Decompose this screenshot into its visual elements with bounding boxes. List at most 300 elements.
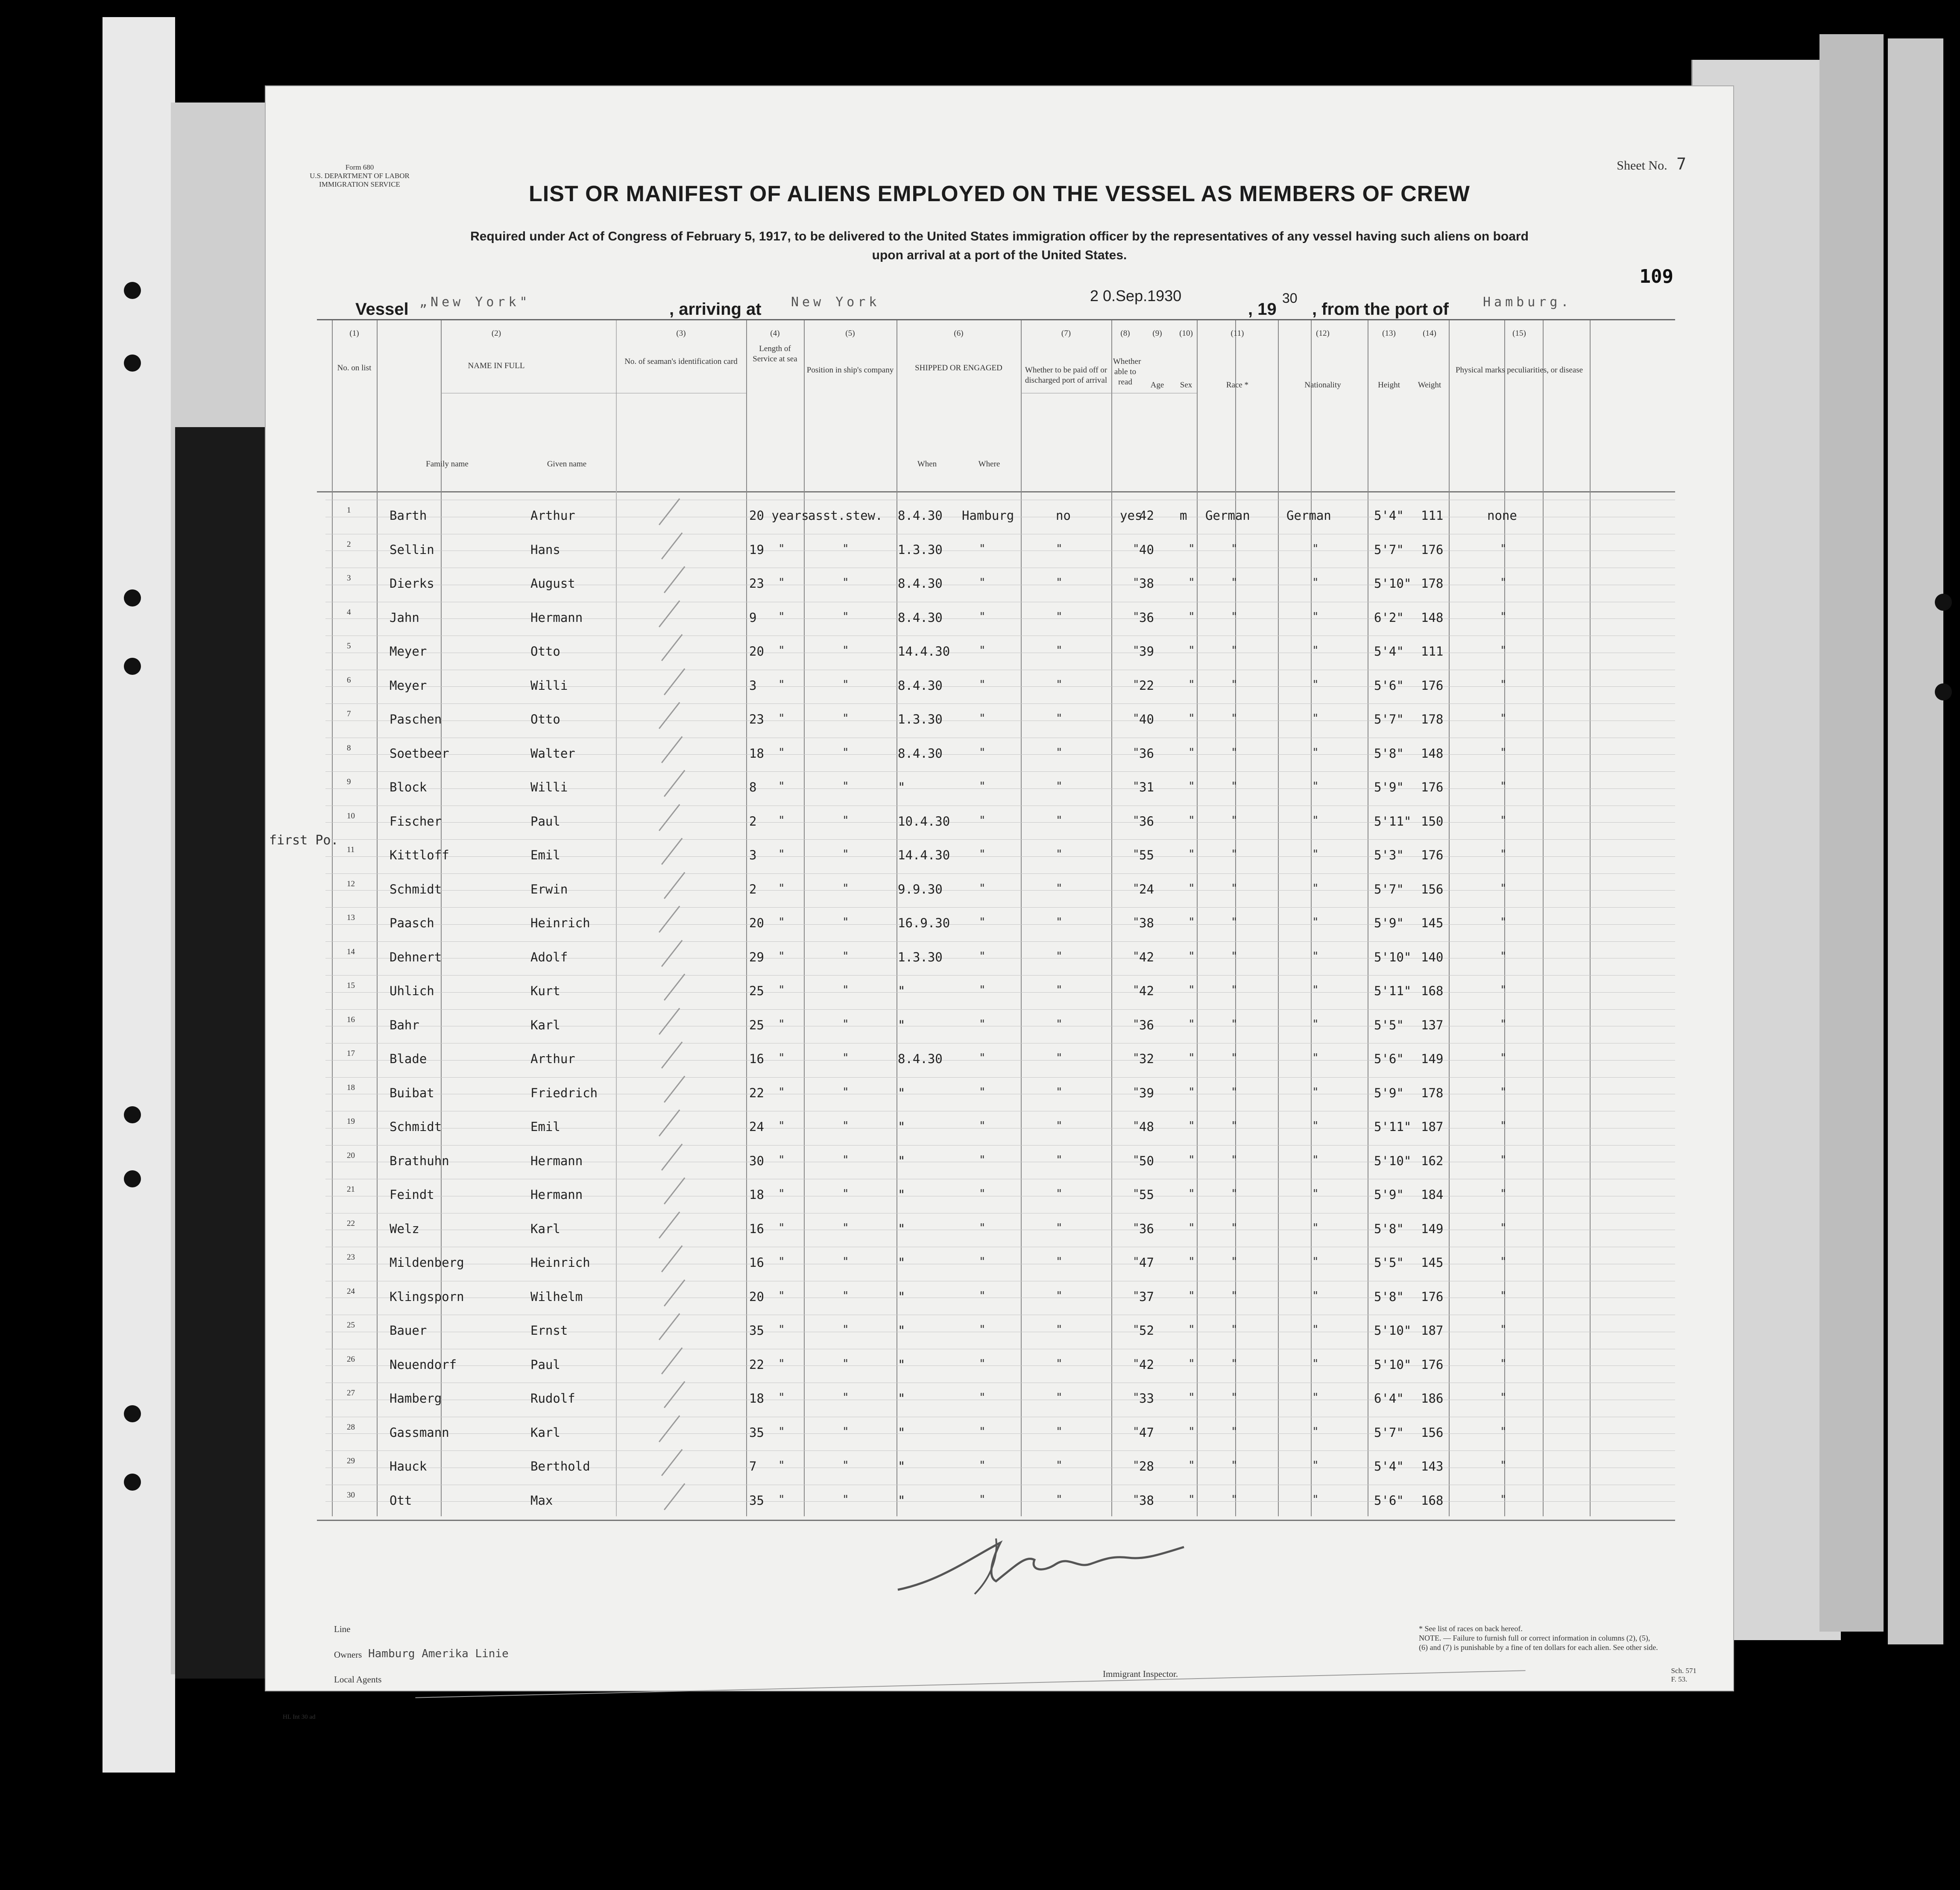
ditto-mark: " [1056, 1323, 1063, 1336]
ditto-mark: " [1312, 678, 1319, 691]
column-number: (13) [1382, 329, 1396, 338]
ruled-line [325, 754, 1675, 755]
ditto-mark: " [1133, 1085, 1140, 1099]
ditto-mark: " [1312, 542, 1319, 555]
ruled-line [325, 975, 1675, 976]
ditto-mark: " [1188, 1221, 1195, 1234]
page-title: LIST OR MANIFEST OF ALIENS EMPLOYED ON THE VESSEL AS MEMBERS OF CREW [529, 182, 1470, 206]
ditto-mark: " [979, 1221, 986, 1234]
row-number: 8 [347, 743, 351, 753]
ditto-mark: " [1231, 1221, 1238, 1234]
owners-label: Owners [334, 1650, 362, 1660]
ruled-line [325, 1450, 1675, 1451]
family-name: Hauck [390, 1459, 427, 1474]
ditto-mark: " [842, 1391, 849, 1404]
ditto-mark: " [778, 1255, 785, 1268]
ditto-mark: " [1500, 610, 1507, 623]
ditto-mark: " [842, 780, 849, 793]
ditto-mark: " [778, 1085, 785, 1099]
family-name: Welz [390, 1221, 419, 1236]
ditto-mark: " [1500, 848, 1507, 861]
ditto-mark: " [979, 678, 986, 691]
ditto-mark: " [842, 678, 849, 691]
ditto-mark: " [1312, 949, 1319, 963]
ditto-mark: " [1500, 1289, 1507, 1302]
given-name: Hans [530, 542, 560, 557]
row-number: 10 [347, 811, 355, 820]
weight: 111 [1421, 644, 1444, 659]
ditto-mark: " [1500, 1323, 1507, 1336]
weight: 149 [1421, 1221, 1444, 1236]
given-name: Hermann [530, 1187, 583, 1202]
check-mark [661, 1347, 683, 1374]
column-header: NAME IN FULL [468, 361, 525, 370]
binder-hole [124, 282, 141, 299]
ditto-mark: " [1231, 916, 1238, 929]
height: 5'10" [1374, 576, 1412, 591]
height: 6'2" [1374, 610, 1404, 625]
ditto-mark: " [1133, 882, 1140, 895]
ruled-line [325, 771, 1675, 772]
footnote [1419, 1624, 1658, 1652]
ruled-line [325, 856, 1675, 857]
ditto-mark: " [778, 882, 785, 895]
ditto-mark: " [979, 1085, 986, 1099]
ditto-mark: " [1500, 1357, 1507, 1370]
shipped-when: " [898, 1493, 905, 1508]
ditto-mark: " [1133, 916, 1140, 929]
ditto-mark: " [1188, 848, 1195, 861]
length-of-service: 22 [749, 1357, 764, 1372]
ditto-mark: " [1500, 542, 1507, 555]
row-number: 20 [347, 1151, 355, 1160]
ditto-mark: " [1188, 1391, 1195, 1404]
family-name: Blade [390, 1052, 427, 1066]
ditto-mark: " [979, 610, 986, 623]
ditto-mark: " [1231, 1052, 1238, 1064]
ditto-mark: " [778, 780, 785, 793]
ditto-mark: " [1056, 814, 1063, 827]
ditto-mark: " [1133, 984, 1140, 996]
ditto-mark: " [842, 1425, 849, 1438]
ditto-mark: " [1133, 1323, 1140, 1336]
shipped-when: " [898, 1221, 905, 1236]
age: 36 [1139, 814, 1154, 829]
weight: 178 [1421, 1085, 1444, 1100]
weight: 184 [1421, 1187, 1444, 1202]
row-number: 26 [347, 1354, 355, 1364]
check-mark [659, 1313, 680, 1340]
ditto-mark: " [1500, 1221, 1507, 1234]
weight: 176 [1421, 848, 1444, 862]
binder-hole [124, 589, 141, 607]
ditto-mark: " [1133, 848, 1140, 861]
height: 5'11" [1374, 814, 1412, 829]
given-name: Otto [530, 644, 560, 659]
ruled-line [325, 1060, 1675, 1061]
height: 5'11" [1374, 1119, 1412, 1134]
family-name: Feindt [390, 1187, 434, 1202]
column-header: Nationality [1304, 381, 1341, 390]
ditto-mark: " [1056, 1221, 1063, 1234]
race-footnote: * See list of races on back hereof. [1419, 1624, 1523, 1633]
age: 47 [1139, 1255, 1154, 1270]
crew-manifest-table [317, 319, 1675, 1579]
ruled-line [325, 686, 1675, 687]
ditto-mark: " [1188, 1017, 1195, 1031]
year-suffix: 30 [1282, 290, 1298, 306]
age: 42 [1139, 1357, 1154, 1372]
weight: 150 [1421, 814, 1444, 829]
shipped-when: " [898, 984, 905, 998]
ditto-mark: " [1056, 576, 1063, 589]
given-name: Emil [530, 1119, 560, 1134]
length-of-service: 7 [749, 1459, 757, 1474]
shipped-when: " [898, 1459, 905, 1474]
shipped-when: 8.4.30 [898, 1052, 943, 1066]
given-name: Karl [530, 1221, 560, 1236]
ditto-mark: " [1231, 1085, 1238, 1099]
weight: 186 [1421, 1391, 1444, 1406]
ditto-mark: " [1056, 1391, 1063, 1404]
subtitle-line-1: Required under Act of Congress of February 5, 1917, to be delivered to the United States immigration officer by the representatives of any vessel having such aliens on board [470, 229, 1529, 243]
age: 22 [1139, 678, 1154, 693]
ditto-mark: " [979, 1119, 986, 1132]
ditto-mark: " [1056, 712, 1063, 725]
weight: 162 [1421, 1153, 1444, 1168]
ditto-mark: " [1056, 1017, 1063, 1031]
length-of-service: 18 [749, 1391, 764, 1406]
row-number: 2 [347, 539, 351, 549]
length-of-service: 18 [749, 746, 764, 761]
shipped-where: Hamburg [962, 508, 1014, 523]
age: 55 [1139, 1187, 1154, 1202]
weight: 145 [1421, 916, 1444, 930]
ditto-mark: " [1500, 1425, 1507, 1438]
ditto-mark: " [1133, 1425, 1140, 1438]
check-mark [659, 906, 680, 933]
weight: 156 [1421, 882, 1444, 897]
length-of-service: 23 [749, 576, 764, 591]
ditto-mark: " [778, 1323, 785, 1336]
shipped-when: " [898, 1085, 905, 1100]
family-name: Paasch [390, 916, 434, 930]
check-mark [659, 1008, 680, 1034]
height: 5'6" [1374, 1052, 1404, 1066]
ditto-mark: " [1133, 1187, 1140, 1200]
given-name: Ernst [530, 1323, 568, 1338]
given-name: Max [530, 1493, 553, 1508]
ditto-mark: " [842, 1289, 849, 1302]
ditto-mark: " [1056, 1289, 1063, 1302]
ditto-mark: " [1056, 1459, 1063, 1472]
ruled-line [325, 890, 1675, 891]
given-name: August [530, 576, 575, 591]
family-name: Jahn [390, 610, 419, 625]
check-mark [659, 702, 680, 729]
ditto-mark: " [842, 746, 849, 759]
given-name: Erwin [530, 882, 568, 897]
ditto-mark: " [979, 1289, 986, 1302]
column-number: (14) [1423, 329, 1436, 338]
weight: 176 [1421, 542, 1444, 557]
ditto-mark: " [1056, 984, 1063, 996]
weight: 176 [1421, 780, 1444, 794]
ditto-mark: " [1312, 746, 1319, 759]
given-name: Hermann [530, 1153, 583, 1168]
shipped-when: " [898, 1255, 905, 1270]
row-number: 14 [347, 947, 355, 956]
length-of-service: 16 [749, 1052, 764, 1066]
ditto-mark: " [979, 848, 986, 861]
height: 5'9" [1374, 1187, 1404, 1202]
ditto-mark: " [1056, 1187, 1063, 1200]
row-number: 30 [347, 1490, 355, 1500]
check-mark [664, 1075, 685, 1102]
ditto-mark: " [1133, 1357, 1140, 1370]
ditto-mark: " [1133, 780, 1140, 793]
given-name: Friedrich [530, 1085, 598, 1100]
ditto-mark: " [1231, 678, 1238, 691]
ditto-mark: " [778, 916, 785, 929]
ditto-mark: " [1056, 644, 1063, 657]
given-name: Paul [530, 814, 560, 829]
ditto-mark: " [842, 848, 849, 861]
row-number: 15 [347, 981, 355, 990]
ditto-mark: " [778, 1289, 785, 1302]
length-of-service: 25 [749, 984, 764, 998]
ditto-mark: " [1312, 1357, 1319, 1370]
ditto-mark: " [842, 610, 849, 623]
height: 5'10" [1374, 1323, 1412, 1338]
age: 48 [1139, 1119, 1154, 1134]
weight: 187 [1421, 1119, 1444, 1134]
weight: 111 [1421, 508, 1444, 523]
ditto-mark: " [1312, 1085, 1319, 1099]
length-of-service: 16 [749, 1221, 764, 1236]
ditto-mark: " [1312, 916, 1319, 929]
ditto-mark: " [1231, 848, 1238, 861]
ditto-mark: " [1133, 576, 1140, 589]
length-of-service: 20 years [749, 508, 809, 523]
ditto-mark: " [1188, 1357, 1195, 1370]
ditto-mark: " [979, 1391, 986, 1404]
ditto-mark: " [1500, 916, 1507, 929]
ditto-mark: " [1188, 644, 1195, 657]
ditto-mark: " [1500, 984, 1507, 996]
check-mark [664, 1279, 685, 1306]
family-name: Sellin [390, 542, 434, 557]
ditto-mark: " [1312, 644, 1319, 657]
shipped-when: 8.4.30 [898, 678, 943, 693]
family-name: Barth [390, 508, 427, 523]
ditto-mark: " [1188, 1255, 1195, 1268]
row-number: 16 [347, 1015, 355, 1024]
length-of-service: 23 [749, 712, 764, 727]
ditto-mark: " [1312, 1459, 1319, 1472]
row-number: 28 [347, 1422, 355, 1432]
shipped-when: 10.4.30 [898, 814, 950, 829]
check-mark [661, 634, 683, 661]
given-name: Hermann [530, 610, 583, 625]
family-name: Schmidt [390, 1119, 442, 1134]
check-mark [661, 736, 683, 763]
ditto-mark: " [1312, 1493, 1319, 1506]
ditto-mark: " [1056, 1425, 1063, 1438]
department-label: U.S. DEPARTMENT OF LABOR [310, 172, 410, 180]
ditto-mark: " [1188, 1119, 1195, 1132]
margin-note: first Po. [269, 833, 339, 848]
ruled-line [325, 703, 1675, 704]
row-number: 17 [347, 1049, 355, 1058]
family-name: Bauer [390, 1323, 427, 1338]
ditto-mark: " [1056, 1085, 1063, 1099]
ditto-mark: " [979, 1255, 986, 1268]
weight: 178 [1421, 712, 1444, 727]
ditto-mark: " [1312, 1221, 1319, 1234]
given-name: Arthur [530, 1052, 575, 1066]
arriving-port: New York [791, 295, 880, 310]
column-number: (7) [1061, 329, 1071, 338]
ditto-mark: " [1312, 1323, 1319, 1336]
scan-shadow-band [175, 427, 269, 1679]
column-number: (15) [1512, 329, 1526, 338]
height: 5'10" [1374, 1153, 1412, 1168]
ditto-mark: " [1500, 678, 1507, 691]
ditto-mark: " [1188, 746, 1195, 759]
age: 39 [1139, 644, 1154, 659]
length-of-service: 9 [749, 610, 757, 625]
ditto-mark: " [1231, 1187, 1238, 1200]
family-name: Uhlich [390, 984, 434, 998]
length-of-service: 8 [749, 780, 757, 794]
check-mark [664, 1178, 685, 1204]
sheet-number-label: Sheet No. [1617, 158, 1667, 173]
ditto-mark: " [1231, 576, 1238, 589]
ditto-mark: " [842, 644, 849, 657]
ditto-mark: " [842, 1221, 849, 1234]
ditto-mark: " [1500, 949, 1507, 963]
family-name: Dehnert [390, 949, 442, 964]
height: 5'5" [1374, 1255, 1404, 1270]
binder-hole [124, 1474, 141, 1491]
column-number: (8) [1120, 329, 1130, 338]
ditto-mark: " [979, 1425, 986, 1438]
ditto-mark: " [1312, 1391, 1319, 1404]
check-mark [659, 1211, 680, 1238]
ditto-mark: " [842, 1052, 849, 1064]
ditto-mark: " [778, 848, 785, 861]
shipped-when: 16.9.30 [898, 916, 950, 930]
ditto-mark: " [1188, 814, 1195, 827]
length-of-service: 2 [749, 882, 757, 897]
race: German [1205, 508, 1250, 523]
ditto-mark: " [1188, 984, 1195, 996]
ditto-mark: " [1188, 542, 1195, 555]
ruled-line [325, 1145, 1675, 1146]
weight: 176 [1421, 678, 1444, 693]
ditto-mark: " [778, 610, 785, 623]
ditto-mark: " [1312, 848, 1319, 861]
ditto-mark: " [1231, 1391, 1238, 1404]
length-of-service: 18 [749, 1187, 764, 1202]
check-mark [659, 1110, 680, 1137]
given-name: Berthold [530, 1459, 590, 1474]
ditto-mark: " [842, 1119, 849, 1132]
ditto-mark: " [1231, 712, 1238, 725]
ditto-mark: " [1500, 1459, 1507, 1472]
ditto-mark: " [1133, 1052, 1140, 1064]
column-header: Physical marks peculiarities, or disease [1455, 366, 1583, 375]
ditto-mark: " [1500, 1255, 1507, 1268]
ditto-mark: " [979, 984, 986, 996]
from-port-label: , from the port of [1312, 300, 1449, 319]
ditto-mark: " [979, 780, 986, 793]
ditto-mark: " [1133, 1255, 1140, 1268]
ruled-line [325, 924, 1675, 925]
length-of-service: 3 [749, 848, 757, 862]
ditto-mark: " [1312, 1153, 1319, 1166]
schedule-label: Sch. 571 [1671, 1667, 1696, 1675]
ditto-mark: " [842, 949, 849, 963]
able-to-read: yes [1120, 508, 1143, 523]
height: 5'8" [1374, 1289, 1404, 1304]
ditto-mark: " [1188, 712, 1195, 725]
length-of-service: 24 [749, 1119, 764, 1134]
check-mark [659, 498, 680, 525]
weight: 156 [1421, 1425, 1444, 1440]
length-of-service: 35 [749, 1493, 764, 1508]
given-name: Emil [530, 848, 560, 862]
fine-note: NOTE. — Failure to furnish full or correct information in columns (2), (5), (6) and (7) is punishable by a fine of ten dollars for each alien. See other side. [1419, 1634, 1658, 1652]
column-header: Position in ship's company [806, 366, 894, 375]
column-number: (5) [845, 329, 855, 338]
ditto-mark: " [1500, 644, 1507, 657]
service-label: IMMIGRATION SERVICE [319, 180, 400, 188]
age: 32 [1139, 1052, 1154, 1066]
family-name: Gassmann [390, 1425, 449, 1440]
weight: 176 [1421, 1289, 1444, 1304]
ditto-mark: " [842, 1493, 849, 1506]
ditto-mark: " [778, 814, 785, 827]
check-mark [664, 770, 685, 797]
given-name: Arthur [530, 508, 575, 523]
ditto-mark: " [1188, 780, 1195, 793]
height: 5'4" [1374, 1459, 1404, 1474]
weight: 149 [1421, 1052, 1444, 1066]
ditto-mark: " [778, 542, 785, 555]
column-subheader: Given name [547, 460, 587, 469]
ditto-mark: " [1133, 542, 1140, 555]
column-number: (10) [1179, 329, 1193, 338]
height: 5'7" [1374, 1425, 1404, 1440]
ditto-mark: " [842, 712, 849, 725]
height: 5'6" [1374, 1493, 1404, 1508]
check-mark [659, 1415, 680, 1442]
ditto-mark: " [842, 576, 849, 589]
column-header: No. on list [337, 363, 372, 372]
ditto-mark: " [842, 1153, 849, 1166]
inspector-label: Immigrant Inspector. [1103, 1669, 1178, 1679]
shipped-when: " [898, 1153, 905, 1168]
age: 38 [1139, 576, 1154, 591]
ditto-mark: " [842, 882, 849, 895]
ditto-mark: " [1133, 1153, 1140, 1166]
column-header: Weight [1418, 381, 1441, 390]
family-name: Paschen [390, 712, 442, 727]
year-prefix: , 19 [1248, 300, 1277, 319]
local-agents-label: Local Agents [334, 1674, 382, 1685]
